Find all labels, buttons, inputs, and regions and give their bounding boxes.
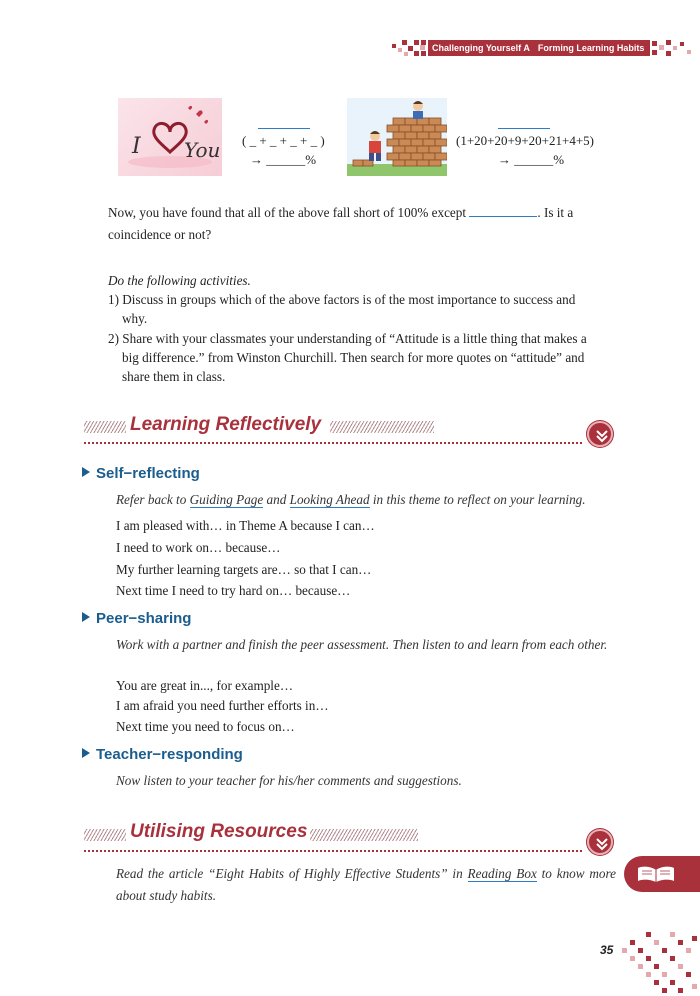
section-hatch-right — [310, 829, 418, 841]
formula-right: (1+20+20+9+20+21+4+5) — [456, 133, 594, 148]
section-dotted-rule — [84, 442, 582, 444]
activity-2-line-3: share them in class. — [122, 369, 226, 384]
triangle-bullet-icon — [82, 748, 90, 758]
heart-illustration — [118, 98, 222, 176]
heart-text-i: I — [132, 134, 141, 159]
activities-instruction: Do the following activities. — [108, 273, 251, 288]
side-tab[interactable] — [624, 856, 700, 892]
reading-box-link[interactable]: Reading Box — [467, 866, 537, 881]
header-chapter: Challenging Yourself A — [432, 43, 530, 53]
looking-ahead-link[interactable]: Looking Ahead — [289, 492, 370, 507]
formula-right-result: → ______% — [498, 152, 565, 167]
activity-1-line-1: 1) Discuss in groups which of the above factors is of the most importance to success and — [108, 292, 576, 307]
self-reflecting-line: Next time I need to try hard on… because… — [116, 583, 351, 598]
triangle-bullet-icon — [82, 467, 90, 477]
utilising-resources-text: Read the article “Eight Habits of Highly Effective Students” in Reading Box to know more about study habits. — [116, 866, 616, 903]
self-reflecting-instruction: Refer back to Guiding Page and Looking Ahead in this theme to reflect on your learning. — [116, 492, 586, 507]
subheading-teacher-responding: Teacher−responding — [82, 746, 243, 763]
section-hatch-right — [330, 421, 434, 433]
open-book-icon — [636, 864, 676, 884]
formula-left-overline — [258, 128, 310, 129]
section-title-utilising-resources: Utilising Resources — [130, 821, 308, 842]
guiding-page-link[interactable]: Guiding Page — [189, 492, 264, 507]
running-header — [432, 41, 644, 55]
intro-paragraph — [108, 202, 615, 246]
peer-sharing-instruction: Work with a partner and finish the peer assessment. Then listen to and learn from each other. — [116, 637, 608, 652]
chevron-down-icon[interactable] — [587, 421, 613, 447]
activity-item-1 — [108, 290, 615, 328]
page-number: 35 — [600, 943, 614, 957]
self-reflecting-line: I need to work on… because… — [116, 540, 281, 555]
subheading-self-reflecting: Self−reflecting — [82, 465, 200, 482]
peer-sharing-line: You are great in..., for example… — [116, 678, 294, 693]
chevron-down-icon[interactable] — [587, 829, 613, 855]
self-reflecting-line: I am pleased with… in Theme A because I can… — [116, 518, 375, 533]
section-title-learning-reflectively: Learning Reflectively — [130, 414, 322, 435]
peer-sharing-line: I am afraid you need further efforts in… — [116, 698, 329, 713]
header-topic: Forming Learning Habits — [537, 43, 645, 53]
intro-answer-blank[interactable] — [469, 216, 537, 217]
heart-text-you: You — [184, 138, 221, 162]
formula-left: ( _ + _ + _ + _ ) — [242, 133, 325, 148]
activity-item-2 — [108, 329, 615, 386]
triangle-bullet-icon — [82, 612, 90, 622]
section-hatch-left — [84, 421, 126, 433]
activity-2-line-1: 2) Share with your classmates your understanding of “Attitude is a little thing that makes a — [108, 331, 587, 346]
teacher-responding-instruction: Now listen to your teacher for his/her comments and suggestions. — [116, 773, 462, 788]
intro-line-2: coincidence or not? — [108, 227, 212, 242]
activity-1-line-2: why. — [122, 311, 148, 326]
formula-left-result: → ______% — [250, 152, 317, 167]
brick-wall-illustration — [347, 98, 447, 176]
intro-line-1-end: . Is it a — [537, 205, 574, 220]
self-reflecting-line: My further learning targets are… so that I can… — [116, 562, 372, 577]
section-dotted-rule — [84, 850, 582, 852]
subheading-peer-sharing: Peer−sharing — [82, 610, 191, 627]
formula-right-overline — [498, 128, 550, 129]
section-hatch-left — [84, 829, 126, 841]
peer-sharing-line: Next time you need to focus on… — [116, 719, 295, 734]
intro-line-1: Now, you have found that all of the above fall short of 100% except — [108, 205, 467, 220]
activity-2-line-2: big difference.” from Winston Churchill. Then search for more quotes on “attitude” and — [122, 350, 585, 365]
